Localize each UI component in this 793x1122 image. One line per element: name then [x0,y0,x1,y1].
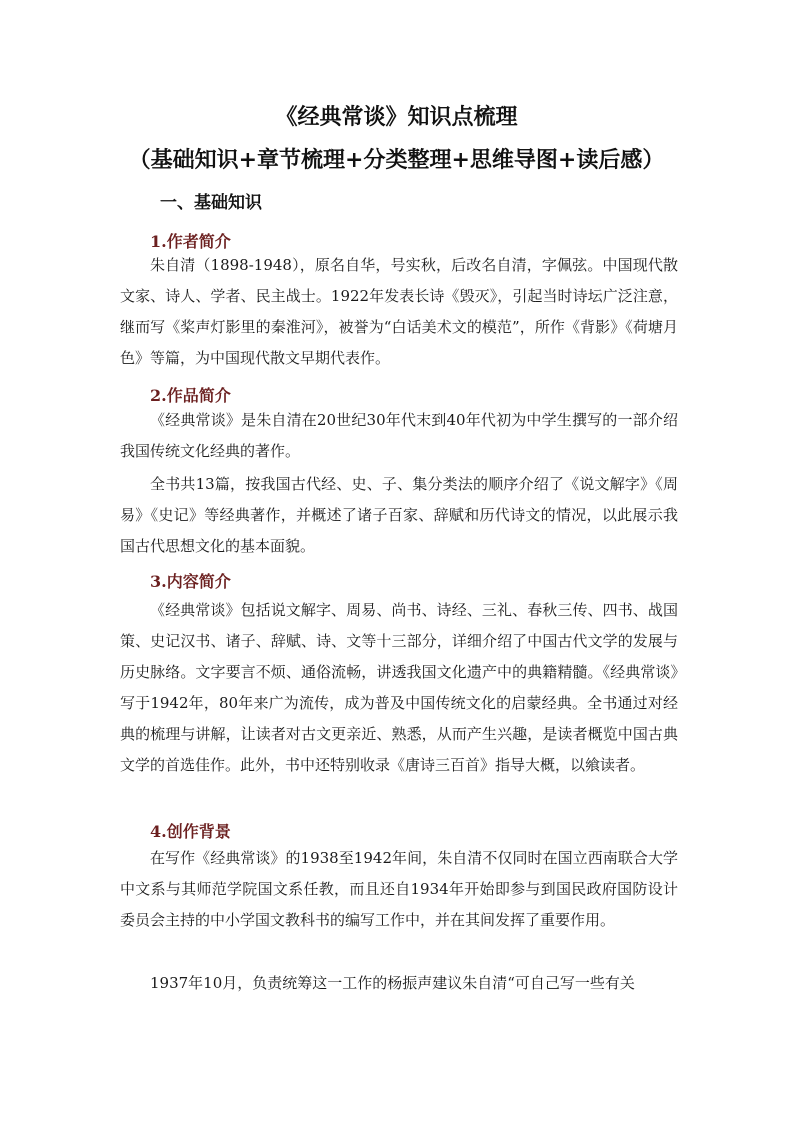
paragraph-creation-background-2: 1937年10月，负责统筹这一工作的杨振声建议朱自清“可自己写一些有关 [150,974,635,992]
subheading-author-intro: 1.作者简介 [150,232,231,251]
paragraph-work-intro-1: 《经典常谈》是朱自清在20世纪30年代末到40年代初为中学生撰写的一部介绍我国传统文化经典的著作。 [120,411,678,460]
subheading-creation-background: 4.创作背景 [150,822,231,841]
paragraph-author-intro: 朱自清（1898-1948），原名自华，号实秋，后改名自清，字佩弦。中国现代散文家、诗人、学者、民主战士。1922年发表长诗《毁灭》，引起当时诗坛广泛注意，继而写《桨声灯影里的秦淮河》，被誉为“白话美术文的模范”，所作《背影》《荷塘月色》等篇，为中国现代散文早期代表作。 [120,256,678,367]
paragraph-content-intro: 《经典常谈》包括说文解字、周易、尚书、诗经、三礼、春秋三传、四书、战国策、史记汉书、诸子、辞赋、诗、文等十三部分，详细介绍了中国古代文学的发展与历史脉络。文字要言不烦、通俗流畅，讲透我国文化遗产中的典籍精髓。《经典常谈》写于1942年，80年来广为流传，成为普及中国传统文化的启蒙经典。全书通过对经典的梳理与讲解，让读者对古文更亲近、熟悉，从而产生兴趣，是读者概览中国古典文学的首选佳作。此外，书中还特别收录《唐诗三百首》指导大概，以飨读者。 [120,601,678,774]
document-subtitle: （基础知识+章节梳理+分类整理+思维导图+读后感） [128,147,665,173]
subheading-content-intro: 3.内容简介 [150,572,231,591]
subheading-work-intro: 2.作品简介 [150,386,231,405]
paragraph-creation-background-1: 在写作《经典常谈》的1938至1942年间，朱自清不仅同时在国立西南联合大学中文系与其师范学院国文系任教，而且还自1934年开始即参与到国民政府国防设计委员会主持的中小学国文教科书的编写工作中，并在其间发挥了重要作用。 [120,849,678,929]
document-title: 《经典常谈》知识点梳理 [275,104,518,130]
paragraph-work-intro-2: 全书共13篇，按我国古代经、史、子、集分类法的顺序介绍了《说文解字》《周易》《史记》等经典著作，并概述了诸子百家、辞赋和历代诗文的情况，以此展示我国古代思想文化的基本面貌。 [120,475,678,555]
section-heading-basic-knowledge: 一、基础知识 [160,193,262,213]
